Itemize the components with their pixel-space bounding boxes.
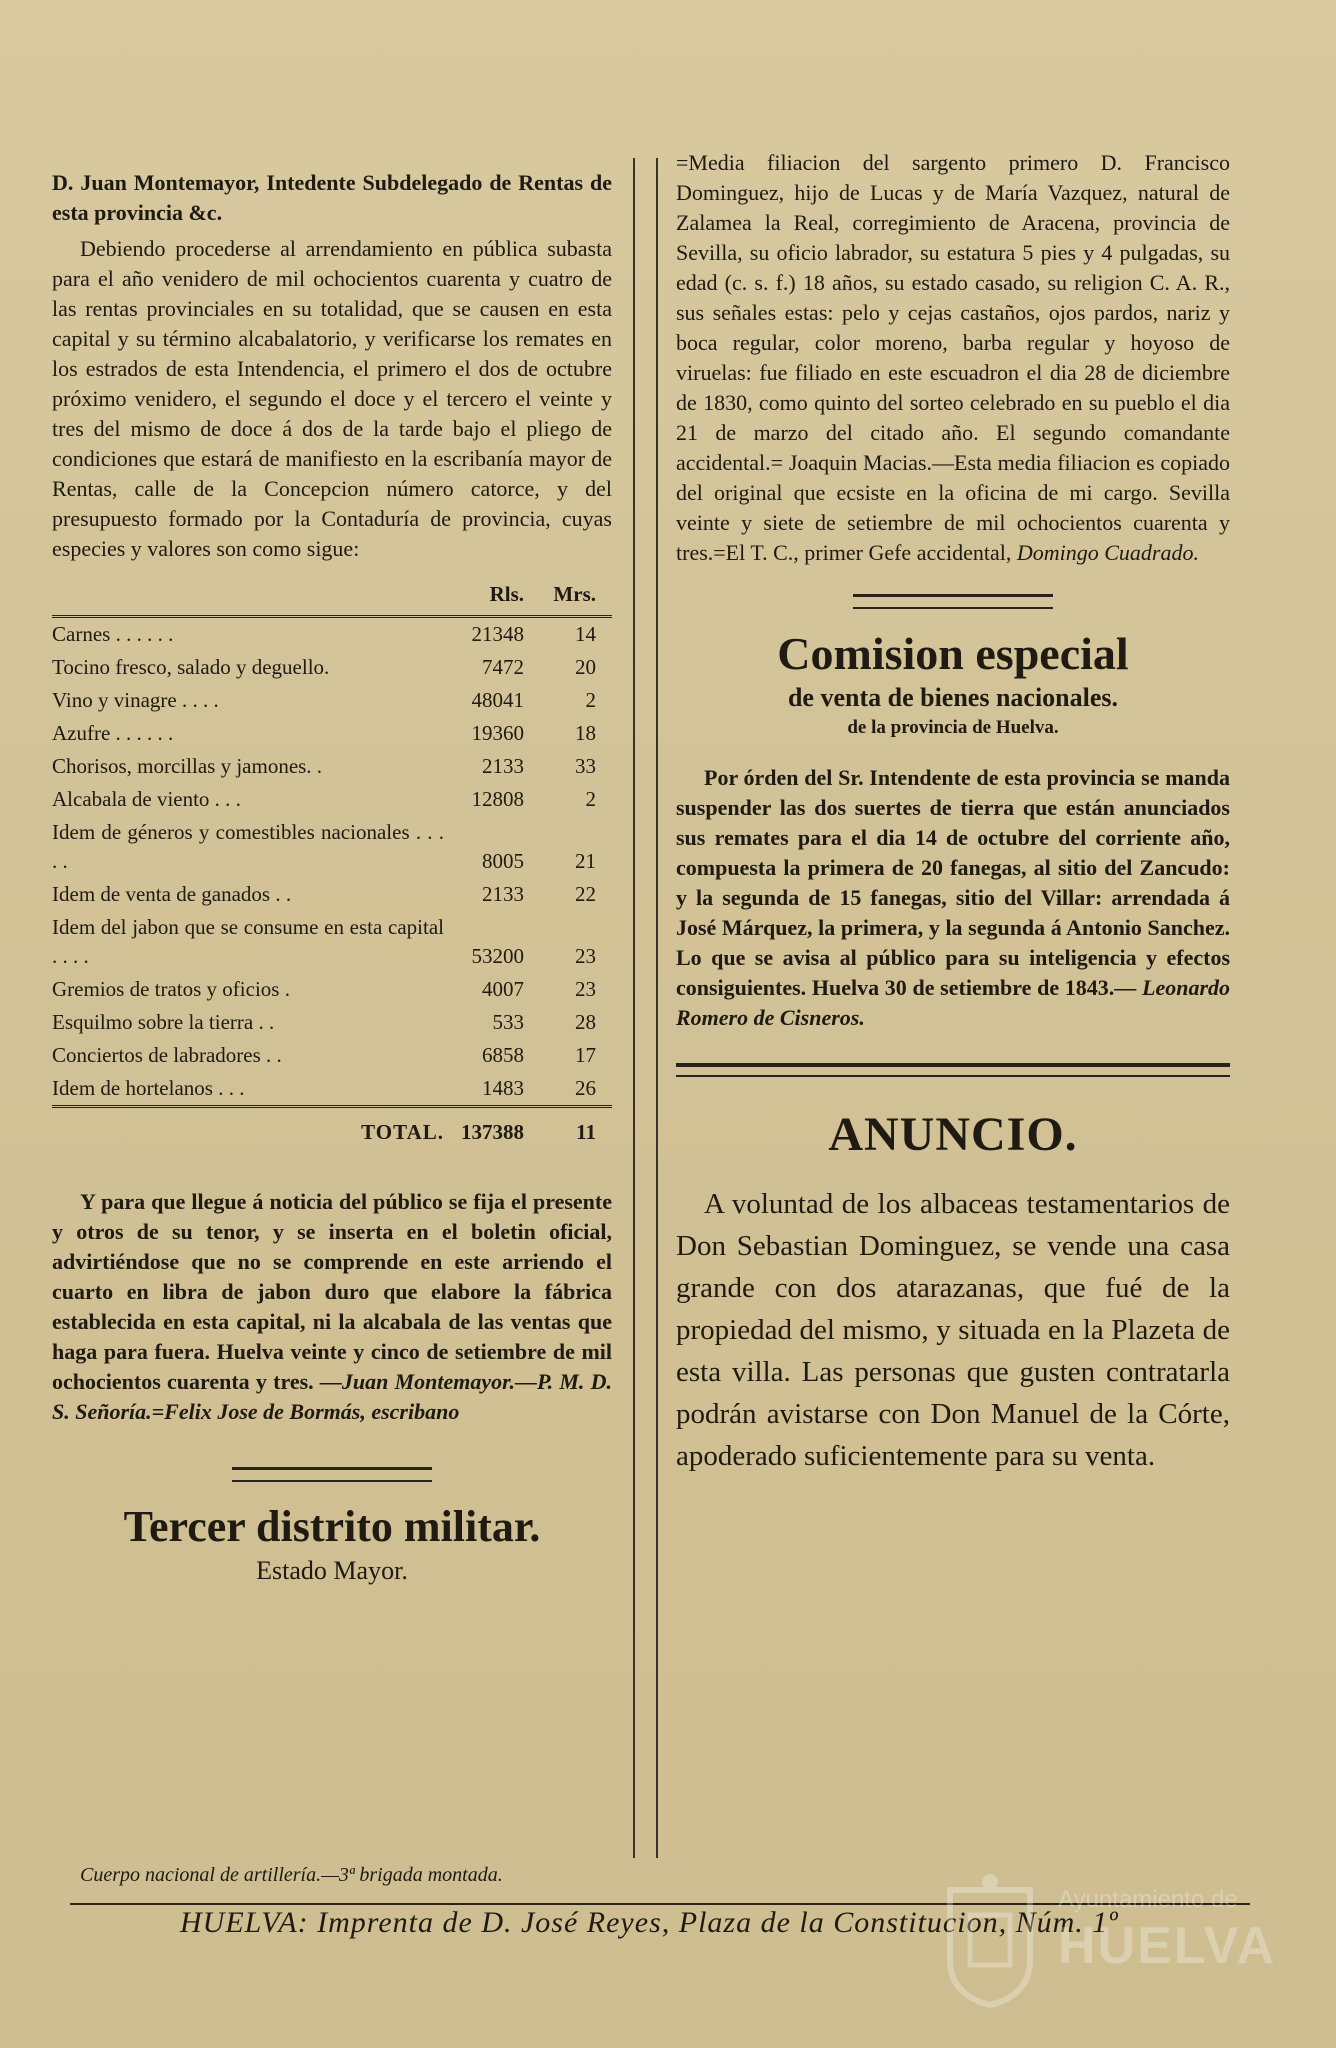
section-title: Tercer distrito militar. [123,1502,541,1551]
filiacion-signature: Domingo Cuadrado. [1016,540,1199,565]
ornament-rule [853,594,1053,609]
total-label: TOTAL. [52,1107,444,1150]
watermark-line-2: HUELVA [1058,1917,1277,1975]
notice-intro: Debiendo procederse al arrendamiento en pública subasta para el año venidero de mil ochocientos cuarenta y cuatro de las rentas provinciales en su totalidad, que se causen en esta capital y su término alcabalatorio, y verificarse los remates en los estrados de esta Intendencia, el primero el dos de octubre próximo venidero, el segundo el doce y el tercero el veinte y tres del mismo de doce á dos de la tarde bajo el pliego de condiciones que estará de manifiesto en la escribanía mayor de Rentas, calle de la Concepcion número catorce, y del presupuesto formado por la Contaduría de provincia, cuyas especies y valores son como sigue: [52,236,612,561]
comision-subtitle-2: de la provincia de Huelva. [847,717,1059,738]
table-row: Conciertos de labradores . . 6858 17 [52,1043,596,1067]
left-column [52,168,612,1588]
table-total-row [52,1107,612,1150]
table-row: Gremios de tratos y oficios . 4007 23 [52,977,596,1001]
anuncio-body: A voluntad de los albaceas testamentarios de Don Sebastian Dominguez, se vende una casa grande con dos atarazanas, que fué de la propiedad del mismo, y situada en la Plazeta de esta villa. Las personas que gusten contratarla podrán avistarse con Don Manuel de la Córte, apoderado suficientemente para su venta. [676,1188,1230,1472]
notice-closing: Y para que llegue á noticia del público se fija el presente y otros de su tenor, y se inserta en el boletin oficial, advirtiéndose que no se comprende en este arriendo el cuarto en libra de jabon duro que elabore la fábrica establecida en esta capital, ni la alcabala de las ventas que haga para fuera. Huelva veinte y cinco de setiembre de mil ochocientos cuarenta y tres. —Juan Montemayor.—P. M. D. S. Señoría.=Felix Jose de Bormás, escribano [52,1189,613,1424]
notice-signature: —Juan Montemayor.—P. M. D. S. Señoría.=Felix Jose de Bormás, escribano [52,1369,613,1424]
total-mrs: 11 [550,1107,612,1150]
comision-body: Por órden del Sr. Intendente de esta provincia se manda suspender las dos suertes de tierra que están anunciados sus remates para el dia 14 de octubre del corriente año, compuesta la primera de 20 fanegas, al sitio del Zancudo: y la segunda de 15 fanegas, sitio del Villar: arrendada á José Márquez, la primera, y la segunda á Antonio Sanchez. Lo que se avisa al público para su inteligencia y efectos consiguientes. Huelva 30 de setiembre de 1843.— Leonardo Romero de Cisneros. [676,765,1231,1030]
filiacion-text: =Media filiacion del sargento primero D. Francisco Dominguez, hijo de Lucas y de María Vazquez, natural de Zalamea la Real, corregimiento de Aracena, provincia de Sevilla, su oficio labrador, su estatura 5 pies y 4 pulgadas, su edad (c. s. f.) 18 años, su estado casado, su religion C. A. R., sus señales estas: pelo y cejas castaños, ojos pardos, nariz y boca regular, color moreno, barba regular y hoyoso de viruelas: fue filiado en este escuadron el dia 28 de diciembre de 1830, como quinto del sorteo celebrado en su pueblo el dia 21 de marzo del citado año. El segundo comandante accidental.= Joaquin Macias.—Esta media filiacion es copiado del original que ecsiste en la oficina de mi cargo. Sevilla veinte y siete de setiembre de mil ochocientos cuarenta y tres.=El T. C., primer Gefe accidental, Domingo Cuadrado. [676,150,1230,565]
table-row: Chorisos, morcillas y jamones. . 2133 33 [52,754,596,778]
section-rule [676,1063,1230,1077]
column-header-mrs: Mrs. [550,578,612,617]
table-row: Carnes . . . . . . 21348 14 [52,622,596,646]
footer-note: Cuerpo nacional de artillería.—3ª brigada montada. [80,1864,503,1886]
comision-signature: Leonardo Romero de Cisneros. [676,975,1231,1030]
column-header-rls: Rls. [444,578,550,617]
table-row: Idem de venta de ganados . . 2133 22 [52,882,596,906]
table-row: Idem de hortelanos . . . 1483 26 [52,1076,596,1100]
table-row: Esquilmo sobre la tierra . . 533 28 [52,1010,596,1034]
revenue-table [52,578,612,1149]
table-row: Idem de géneros y comestibles nacionales . . . . . 8005 21 [52,820,596,873]
notice-header: D. Juan Montemayor, Intedente Subdelegado de Rentas de esta provincia &c. [52,170,612,225]
table-row: Azufre . . . . . . 19360 18 [52,721,596,745]
printer-imprint: HUELVA: Imprenta de D. José Reyes, Plaza de la Constitucion, Núm. 1º [180,1906,1119,1939]
watermark-line-1: Ayuntamiento de [1058,1886,1238,1913]
table-row: Idem del jabon que se consume en esta capital . . . . 53200 23 [52,915,596,968]
right-column [676,148,1230,1483]
ornament-rule [232,1467,432,1482]
crest-icon [940,1870,1040,2010]
section-subtitle: Estado Mayor. [256,1556,408,1585]
table-header [52,578,612,617]
comision-subtitle: de venta de bienes nacionales. [787,683,1119,712]
column-divider [633,158,635,1858]
column-divider [656,158,658,1858]
archive-watermark [940,1870,1277,2010]
table-row: Vino y vinagre . . . . 48041 2 [52,688,596,712]
table-row: Tocino fresco, salado y deguello. 7472 20 [52,655,596,679]
table-row: Alcabala de viento . . . 12808 2 [52,787,596,811]
anuncio-title: ANUNCIO. [828,1108,1078,1161]
comision-title: Comision especial [777,628,1129,679]
total-rls: 137388 [444,1107,550,1150]
